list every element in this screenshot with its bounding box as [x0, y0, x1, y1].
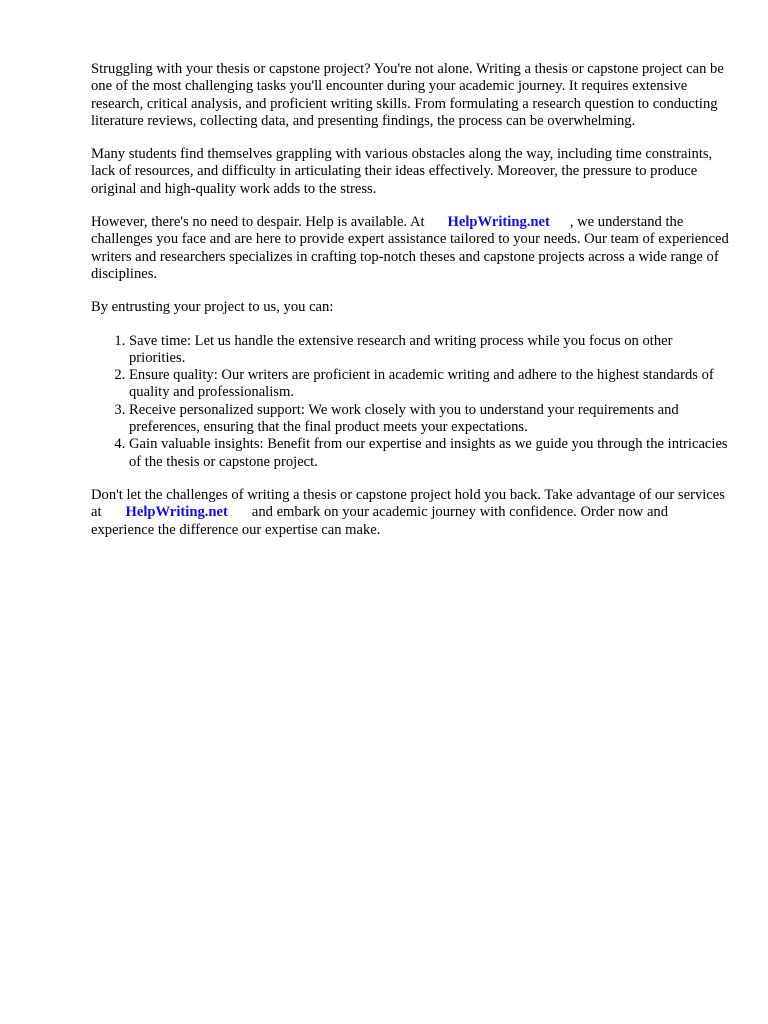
- closing-paragraph: [91, 487, 731, 539]
- entrust-paragraph: By entrusting your project to us, you can:: [91, 299, 334, 316]
- obstacles-paragraph: Many students find themselves grappling with various obstacles along the way, including time constraints, lack of resources, and difficulty in articulating their ideas effectively. Moreover, the pressure to produce original and high-quality work adds to the stress.: [91, 146, 713, 197]
- list-item: 1. Save time: Let us handle the extensive research and writing process while you focus on other priorities.: [129, 333, 731, 368]
- help-text-after: , we understand the challenges you face and are here to provide expert assistance tailored to your needs. Our team of experienced writers and researchers specializes in crafting top-notch theses and capstone projects across a wide range of disciplines.: [91, 214, 729, 282]
- help-paragraph: [91, 214, 731, 283]
- helpwriting-link[interactable]: HelpWriting.net: [125, 504, 228, 521]
- closing-text-before: Don't let the challenges of writing a thesis or capstone project hold you back. Take advantage of our services at: [91, 486, 725, 521]
- help-text-before: However, there's no need to despair. Help is available. At: [91, 214, 425, 231]
- benefits-list: [91, 333, 731, 471]
- list-item: 2. Ensure quality: Our writers are proficient in academic writing and adhere to the highest standards of quality and professionalism.: [129, 367, 731, 402]
- list-item: 3. Receive personalized support: We work closely with you to understand your requirements and preferences, ensuring that the final product meets your expectations.: [129, 402, 731, 437]
- intro-paragraph: Struggling with your thesis or capstone project? You're not alone. Writing a thesis or capstone project can be one of the most challenging tasks you'll encounter during your academic journey. It requires extensive research, critical analysis, and proficient writing skills. From formulating a research question to conducting literature reviews, collecting data, and presenting findings, the process can be overwhelming.: [91, 61, 724, 129]
- document-page: [91, 61, 731, 555]
- closing-text-after: and embark on your academic journey with confidence. Order now and experience the difference our expertise can make.: [91, 504, 669, 538]
- helpwriting-link[interactable]: HelpWriting.net: [447, 214, 550, 231]
- list-item: 4. Gain valuable insights: Benefit from our expertise and insights as we guide you through the intricacies of the thesis or capstone project.: [129, 436, 731, 471]
